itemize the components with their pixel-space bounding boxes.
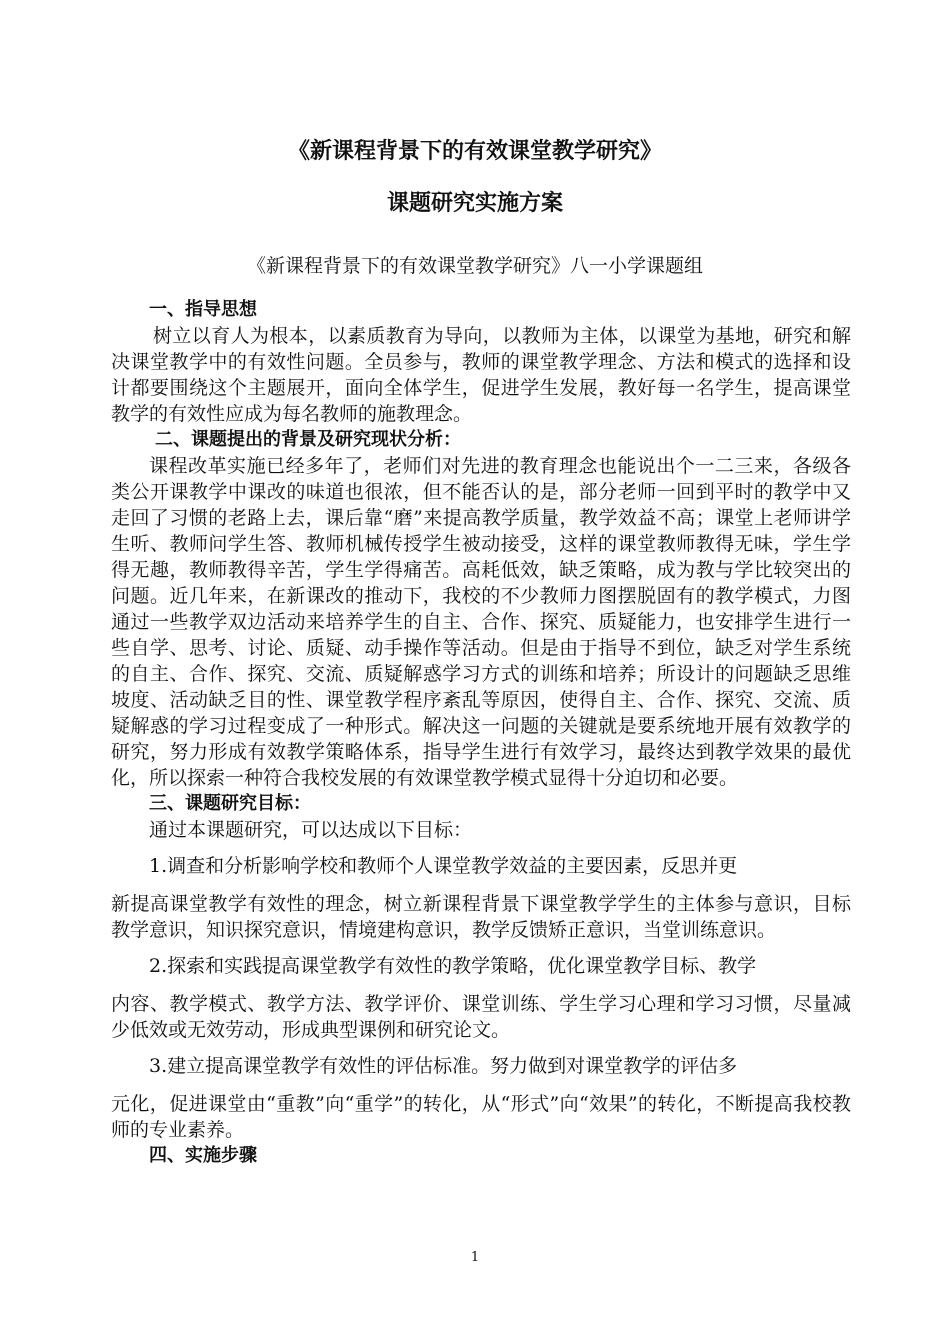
goal-item-text: 新提高课堂教学有效性的理念，树立新课程背景下课堂教学学生的主体参与意识，目标教学意识，知识探究意识，情境建构意识，教学反馈矫正意识，当堂训练意识。	[111, 893, 851, 941]
section-heading: 三、课题研究目标：	[149, 793, 311, 814]
section-heading: 一、指导思想	[149, 299, 257, 320]
section-heading: 四、实施步骤	[149, 1145, 257, 1166]
goal-item-head: 2.探索和实践提高课堂教学有效性的教学策略，优化课堂教学目标、教学	[149, 955, 757, 977]
goal-item-head: 3.建立提高课堂教学有效性的评估标准。努力做到对课堂教学的评估多	[149, 1055, 738, 1077]
section-paragraph: 树立以育人为根本，以素质教育为导向，以教师为主体，以课堂为基地，研究和解决课堂教学中的有效性问题。全员参与，教师的课堂教学理念、方法和模式的选择和设计都要围绕这个主题展开，面向全体学生，促进学生发展，教好每一名学生，提高课堂教学的有效性应成为每名教师的施教理念。	[111, 325, 851, 425]
page-number: 1	[470, 1250, 480, 1265]
document-body	[111, 297, 851, 1169]
goal-item-text: 元化，促进课堂由“重教”向“重学”的转化，从“形式”向“效果”的转化，不断提高我校教师的专业素养。	[111, 1093, 851, 1141]
author-line: 《新课程背景下的有效课堂教学研究》八一小学课题组	[246, 255, 703, 277]
goal-item-text: 内容、教学模式、教学方法、教学评价、课堂训练、学生学习心理和学习习惯，尽量减少低效或无效劳动，形成典型课例和研究论文。	[111, 993, 851, 1041]
document-subtitle: 课题研究实施方案	[386, 191, 563, 216]
goal-item-head: 1.调查和分析影响学校和教师个人课堂教学效益的主要因素，反思并更	[149, 855, 738, 877]
document-title: 《新课程背景下的有效课堂教学研究》	[287, 139, 662, 164]
section-paragraph: 课程改革实施已经多年了，老师们对先进的教育理念也能说出个一二三来，各级各类公开课教学中课改的味道也很浓，但不能否认的是，部分老师一回到平时的教学中又走回了习惯的老路上去，课后靠“磨”来提高教学质量，教学效益不高；课堂上老师讲学生听、教师问学生答、教师机械传授学生被动接受，这样的课堂教师教得无味，学生学得无趣，教师教得辛苦，学生学得痛苦。高耗低效，缺乏策略，成为教与学比较突出的问题。近几年来，在新课改的推动下，我校的不少教师力图摆脱固有的教学模式，力图通过一些教学双边活动来培养学生的自主、合作、探究、质疑能力，也安排学生进行一些自学、思考、讨论、质疑、动手操作等活动。但是由于指导不到位，缺乏对学生系统的自主、合作、探究、交流、质疑解惑学习方式的训练和培养；所设计的问题缺乏思维坡度、活动缺乏目的性、课堂教学程序紊乱等原因，使得自主、合作、探究、交流、质疑解惑的学习过程变成了一种形式。解决这一问题的关键就是要系统地开展有效教学的研究，努力形成有效教学策略体系，指导学生进行有效学习，最终达到教学效果的最优化，所以探索一种符合我校发展的有效课堂教学模式显得十分迫切和必要。	[111, 455, 851, 789]
section-intro: 通过本课题研究，可以达成以下目标：	[149, 819, 473, 841]
section-heading: 二、课题提出的背景及研究现状分析：	[155, 429, 461, 450]
